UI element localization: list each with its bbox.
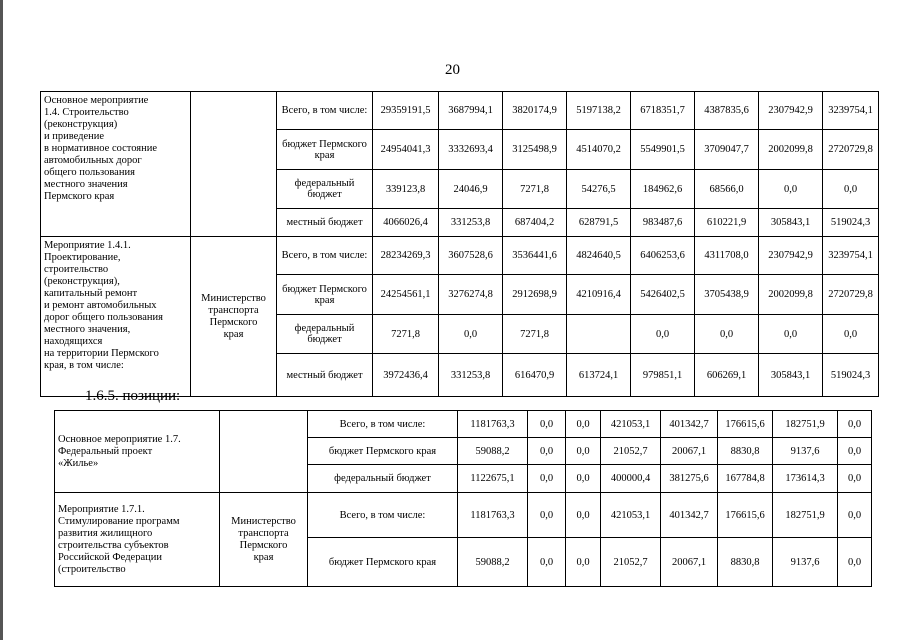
value-cell: 421053,1 <box>601 493 661 538</box>
funding-source: федеральный бюджет <box>308 465 458 493</box>
value-cell: 1122675,1 <box>458 465 528 493</box>
value-cell: 5426402,5 <box>631 275 695 315</box>
value-cell: 613724,1 <box>567 354 631 397</box>
funding-source: Всего, в том числе: <box>308 493 458 538</box>
value-cell: 21052,7 <box>601 538 661 587</box>
value-cell: 519024,3 <box>823 354 879 397</box>
executor <box>220 411 308 493</box>
value-cell: 3820174,9 <box>503 92 567 130</box>
value-cell: 0,0 <box>528 538 566 587</box>
value-cell: 2307942,9 <box>759 92 823 130</box>
value-cell: 0,0 <box>566 438 601 465</box>
value-cell: 173614,3 <box>773 465 838 493</box>
value-cell: 3239754,1 <box>823 237 879 275</box>
funding-source: местный бюджет <box>277 209 373 237</box>
value-cell: 0,0 <box>439 315 503 354</box>
value-cell: 616470,9 <box>503 354 567 397</box>
value-cell: 0,0 <box>838 438 872 465</box>
value-cell: 305843,1 <box>759 354 823 397</box>
budget-table-1 <box>40 91 879 397</box>
value-cell: 184962,6 <box>631 170 695 209</box>
value-cell: 0,0 <box>823 170 879 209</box>
value-cell: 421053,1 <box>601 411 661 438</box>
value-cell: 24254561,1 <box>373 275 439 315</box>
value-cell: 3536441,6 <box>503 237 567 275</box>
value-cell: 0,0 <box>631 315 695 354</box>
value-cell: 59088,2 <box>458 438 528 465</box>
measure-name: Мероприятие 1.7.1. Стимулирование программ развития жилищного строительства субъектов Российской Федерации (строительство <box>55 493 220 587</box>
value-cell: 0,0 <box>838 465 872 493</box>
value-cell: 0,0 <box>838 538 872 587</box>
value-cell: 4824640,5 <box>567 237 631 275</box>
value-cell: 3332693,4 <box>439 130 503 170</box>
value-cell: 0,0 <box>823 315 879 354</box>
value-cell: 2720729,8 <box>823 275 879 315</box>
funding-source: бюджет Пермского края <box>277 130 373 170</box>
value-cell: 305843,1 <box>759 209 823 237</box>
value-cell: 0,0 <box>759 170 823 209</box>
funding-source: бюджет Пермского края <box>308 538 458 587</box>
value-cell: 0,0 <box>566 465 601 493</box>
value-cell: 0,0 <box>528 411 566 438</box>
funding-source: бюджет Пермского края <box>308 438 458 465</box>
value-cell: 9137,6 <box>773 438 838 465</box>
value-cell: 20067,1 <box>661 438 718 465</box>
value-cell: 0,0 <box>695 315 759 354</box>
value-cell: 4514070,2 <box>567 130 631 170</box>
value-cell: 3705438,9 <box>695 275 759 315</box>
funding-source: Всего, в том числе: <box>277 92 373 130</box>
value-cell: 3709047,7 <box>695 130 759 170</box>
value-cell: 8830,8 <box>718 438 773 465</box>
table-row <box>55 493 872 538</box>
funding-source: местный бюджет <box>277 354 373 397</box>
value-cell: 7271,8 <box>503 315 567 354</box>
value-cell: 6406253,6 <box>631 237 695 275</box>
value-cell: 2307942,9 <box>759 237 823 275</box>
value-cell: 1181763,3 <box>458 411 528 438</box>
value-cell: 401342,7 <box>661 493 718 538</box>
value-cell: 8830,8 <box>718 538 773 587</box>
page-number: 20 <box>445 62 460 78</box>
value-cell: 979851,1 <box>631 354 695 397</box>
value-cell: 3607528,6 <box>439 237 503 275</box>
value-cell: 24046,9 <box>439 170 503 209</box>
value-cell: 182751,9 <box>773 493 838 538</box>
value-cell: 331253,8 <box>439 209 503 237</box>
value-cell: 4210916,4 <box>567 275 631 315</box>
value-cell: 0,0 <box>838 493 872 538</box>
value-cell: 2912698,9 <box>503 275 567 315</box>
value-cell: 4311708,0 <box>695 237 759 275</box>
value-cell: 0,0 <box>838 411 872 438</box>
value-cell: 2720729,8 <box>823 130 879 170</box>
value-cell: 7271,8 <box>373 315 439 354</box>
measure-name: Мероприятие 1.4.1. Проектирование, строительство (реконструкция), капитальный ремонт и ремонт автомобильных дорог общего пользования местного значения, находящихся на территории Пермского края, в том числе: <box>41 237 191 397</box>
value-cell: 9137,6 <box>773 538 838 587</box>
value-cell: 1181763,3 <box>458 493 528 538</box>
value-cell: 0,0 <box>566 493 601 538</box>
value-cell: 3687994,1 <box>439 92 503 130</box>
value-cell: 54276,5 <box>567 170 631 209</box>
measure-name: Основное мероприятие 1.7. Федеральный проект «Жилье» <box>55 411 220 493</box>
measure-name: Основное мероприятие 1.4. Строительство (реконструкция) и приведение в нормативное состояние автомобильных дорог общего пользования местного значения Пермского края <box>41 92 191 237</box>
value-cell: 0,0 <box>528 465 566 493</box>
value-cell: 5549901,5 <box>631 130 695 170</box>
value-cell: 2002099,8 <box>759 130 823 170</box>
value-cell: 5197138,2 <box>567 92 631 130</box>
value-cell: 24954041,3 <box>373 130 439 170</box>
value-cell: 610221,9 <box>695 209 759 237</box>
executor: Министерство транспорта Пермского края <box>220 493 308 587</box>
value-cell: 7271,8 <box>503 170 567 209</box>
value-cell: 400000,4 <box>601 465 661 493</box>
value-cell: 0,0 <box>566 411 601 438</box>
value-cell: 3972436,4 <box>373 354 439 397</box>
table-row <box>41 92 879 130</box>
value-cell: 4387835,6 <box>695 92 759 130</box>
value-cell: 381275,6 <box>661 465 718 493</box>
value-cell: 0,0 <box>528 438 566 465</box>
value-cell: 606269,1 <box>695 354 759 397</box>
section-heading: 1.6.5. позиции: <box>85 388 181 404</box>
page-edge <box>0 0 3 640</box>
value-cell: 29359191,5 <box>373 92 439 130</box>
value-cell: 3239754,1 <box>823 92 879 130</box>
value-cell: 3125498,9 <box>503 130 567 170</box>
funding-source: федеральный бюджет <box>277 170 373 209</box>
value-cell: 401342,7 <box>661 411 718 438</box>
funding-source: федеральный бюджет <box>277 315 373 354</box>
value-cell: 983487,6 <box>631 209 695 237</box>
value-cell: 68566,0 <box>695 170 759 209</box>
value-cell: 519024,3 <box>823 209 879 237</box>
value-cell: 28234269,3 <box>373 237 439 275</box>
funding-source: Всего, в том числе: <box>277 237 373 275</box>
value-cell: 0,0 <box>566 538 601 587</box>
value-cell: 0,0 <box>528 493 566 538</box>
table-row <box>41 237 879 275</box>
value-cell: 331253,8 <box>439 354 503 397</box>
value-cell: 176615,6 <box>718 411 773 438</box>
table-row <box>55 411 872 438</box>
value-cell <box>567 315 631 354</box>
value-cell: 0,0 <box>759 315 823 354</box>
budget-table-2 <box>54 410 872 587</box>
value-cell: 2002099,8 <box>759 275 823 315</box>
executor: Министерство транспорта Пермского края <box>191 237 277 397</box>
value-cell: 21052,7 <box>601 438 661 465</box>
value-cell: 687404,2 <box>503 209 567 237</box>
value-cell: 167784,8 <box>718 465 773 493</box>
value-cell: 182751,9 <box>773 411 838 438</box>
value-cell: 6718351,7 <box>631 92 695 130</box>
value-cell: 4066026,4 <box>373 209 439 237</box>
value-cell: 3276274,8 <box>439 275 503 315</box>
value-cell: 628791,5 <box>567 209 631 237</box>
value-cell: 20067,1 <box>661 538 718 587</box>
executor <box>191 92 277 237</box>
value-cell: 339123,8 <box>373 170 439 209</box>
funding-source: Всего, в том числе: <box>308 411 458 438</box>
value-cell: 59088,2 <box>458 538 528 587</box>
value-cell: 176615,6 <box>718 493 773 538</box>
funding-source: бюджет Пермского края <box>277 275 373 315</box>
